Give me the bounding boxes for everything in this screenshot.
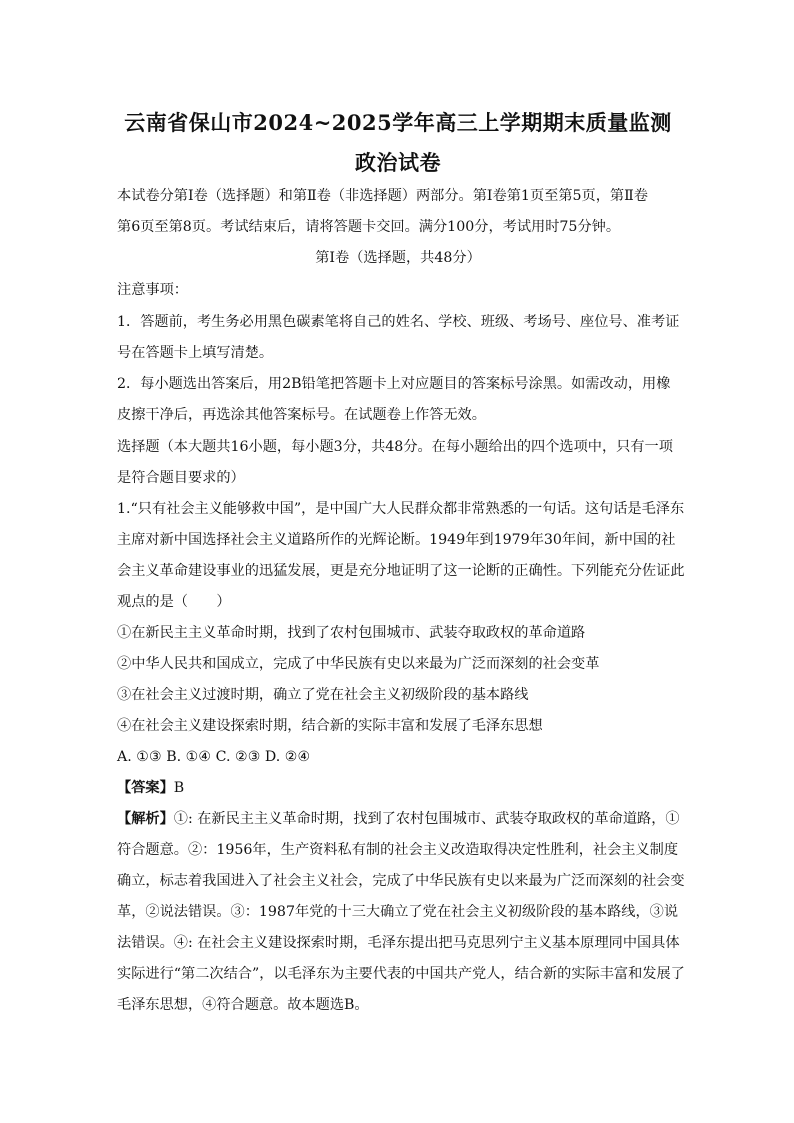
notice-line: 号在答题卡上填写清楚。: [117, 345, 274, 361]
intro-line: 本试卷分第Ⅰ卷（选择题）和第Ⅱ卷（非选择题）两部分。第Ⅰ卷第1页至第5页，第Ⅱ卷: [117, 188, 648, 204]
analysis-line: 革，②说法错误。③：1987年党的十三大确立了党在社会主义初级阶段的基本路线，③说: [117, 904, 679, 920]
choice-instructions-line: 选择题（本大题共16小题，每小题3分，共48分。在每小题给出的四个选项中，只有一项: [117, 439, 673, 455]
answer-line: [117, 779, 184, 797]
analysis-line: 符合题意。②：1956年，生产资料私有制的社会主义改造取得决定性胜利，社会主义制度: [117, 842, 679, 858]
analysis-label: 【解析】: [117, 811, 174, 827]
analysis-line: 确立，标志着我国进入了社会主义社会，完成了中华民族有史以来最为广泛而深刻的社会变: [117, 873, 685, 889]
answer-options: A. ①③ B. ①④ C. ②③ D. ②④: [117, 749, 311, 765]
notice-line: 1．答题前，考生务必用黑色碳素笔将自己的姓名、学校、班级、考场号、座位号、准考证: [117, 314, 680, 330]
exam-title: 云南省保山市2024~2025学年高三上学期期末质量监测: [124, 110, 672, 135]
analysis-line: 实际进行“第二次结合”，以毛泽东为主要代表的中国共产党人，结合新的实际丰富和发展了: [117, 966, 685, 982]
notice-line: 2．每小题选出答案后，用2B铅笔把答题卡上对应题目的答案标号涂黑。如需改动，用橡: [117, 376, 671, 392]
question-stem-line: 主席对新中国选择社会主义道路所作的光辉论断。1949年到1979年30年间，新中国的社: [117, 532, 676, 548]
section-title: 第Ⅰ卷（选择题，共48分）: [315, 250, 481, 266]
question-item: ②中华人民共和国成立，完成了中华民族有史以来最为广泛而深刻的社会变革: [117, 656, 600, 672]
analysis-line: [117, 810, 680, 828]
answer-value: B: [173, 780, 185, 796]
answer-label: 【答案】: [117, 780, 174, 796]
intro-line: 第6页至第8页。考试结束后，请将答题卡交回。满分100分，考试用时75分钟。: [117, 219, 621, 235]
notice-line: 皮擦干净后，再选涂其他答案标号。在试题卷上作答无效。: [117, 407, 486, 423]
analysis-line: 法错误。④: 在社会主义建设探索时期，毛泽东提出把马克思列宁主义基本原理同中国具体: [117, 935, 680, 951]
choice-instructions-line: 是符合题目要求的）: [117, 470, 245, 486]
analysis-text: ①: 在新民主主义革命时期，找到了农村包围城市、武装夺取政权的革命道路，①: [173, 811, 680, 827]
question-stem-line: 会主义革命建设事业的迅猛发展，更是充分地证明了这一论断的正确性。下列能充分佐证此: [117, 563, 685, 579]
question-stem-line: 1.“只有社会主义能够救中国”，是中国广大人民群众都非常熟悉的一句话。这句话是毛泽东: [117, 501, 685, 517]
exam-subject-title: 政治试卷: [355, 150, 441, 175]
question-item: ①在新民主主义革命时期，找到了农村包围城市、武装夺取政权的革命道路: [117, 625, 586, 641]
notice-title: 注意事项：: [117, 282, 188, 298]
analysis-line: 毛泽东思想，④符合题意。故本题选B。: [117, 997, 369, 1013]
question-item: ④在社会主义建设探索时期，结合新的实际丰富和发展了毛泽东思想: [117, 718, 543, 734]
question-stem-line: 观点的是（ ）: [117, 594, 231, 610]
question-item: ③在社会主义过渡时期，确立了党在社会主义初级阶段的基本路线: [117, 687, 529, 703]
